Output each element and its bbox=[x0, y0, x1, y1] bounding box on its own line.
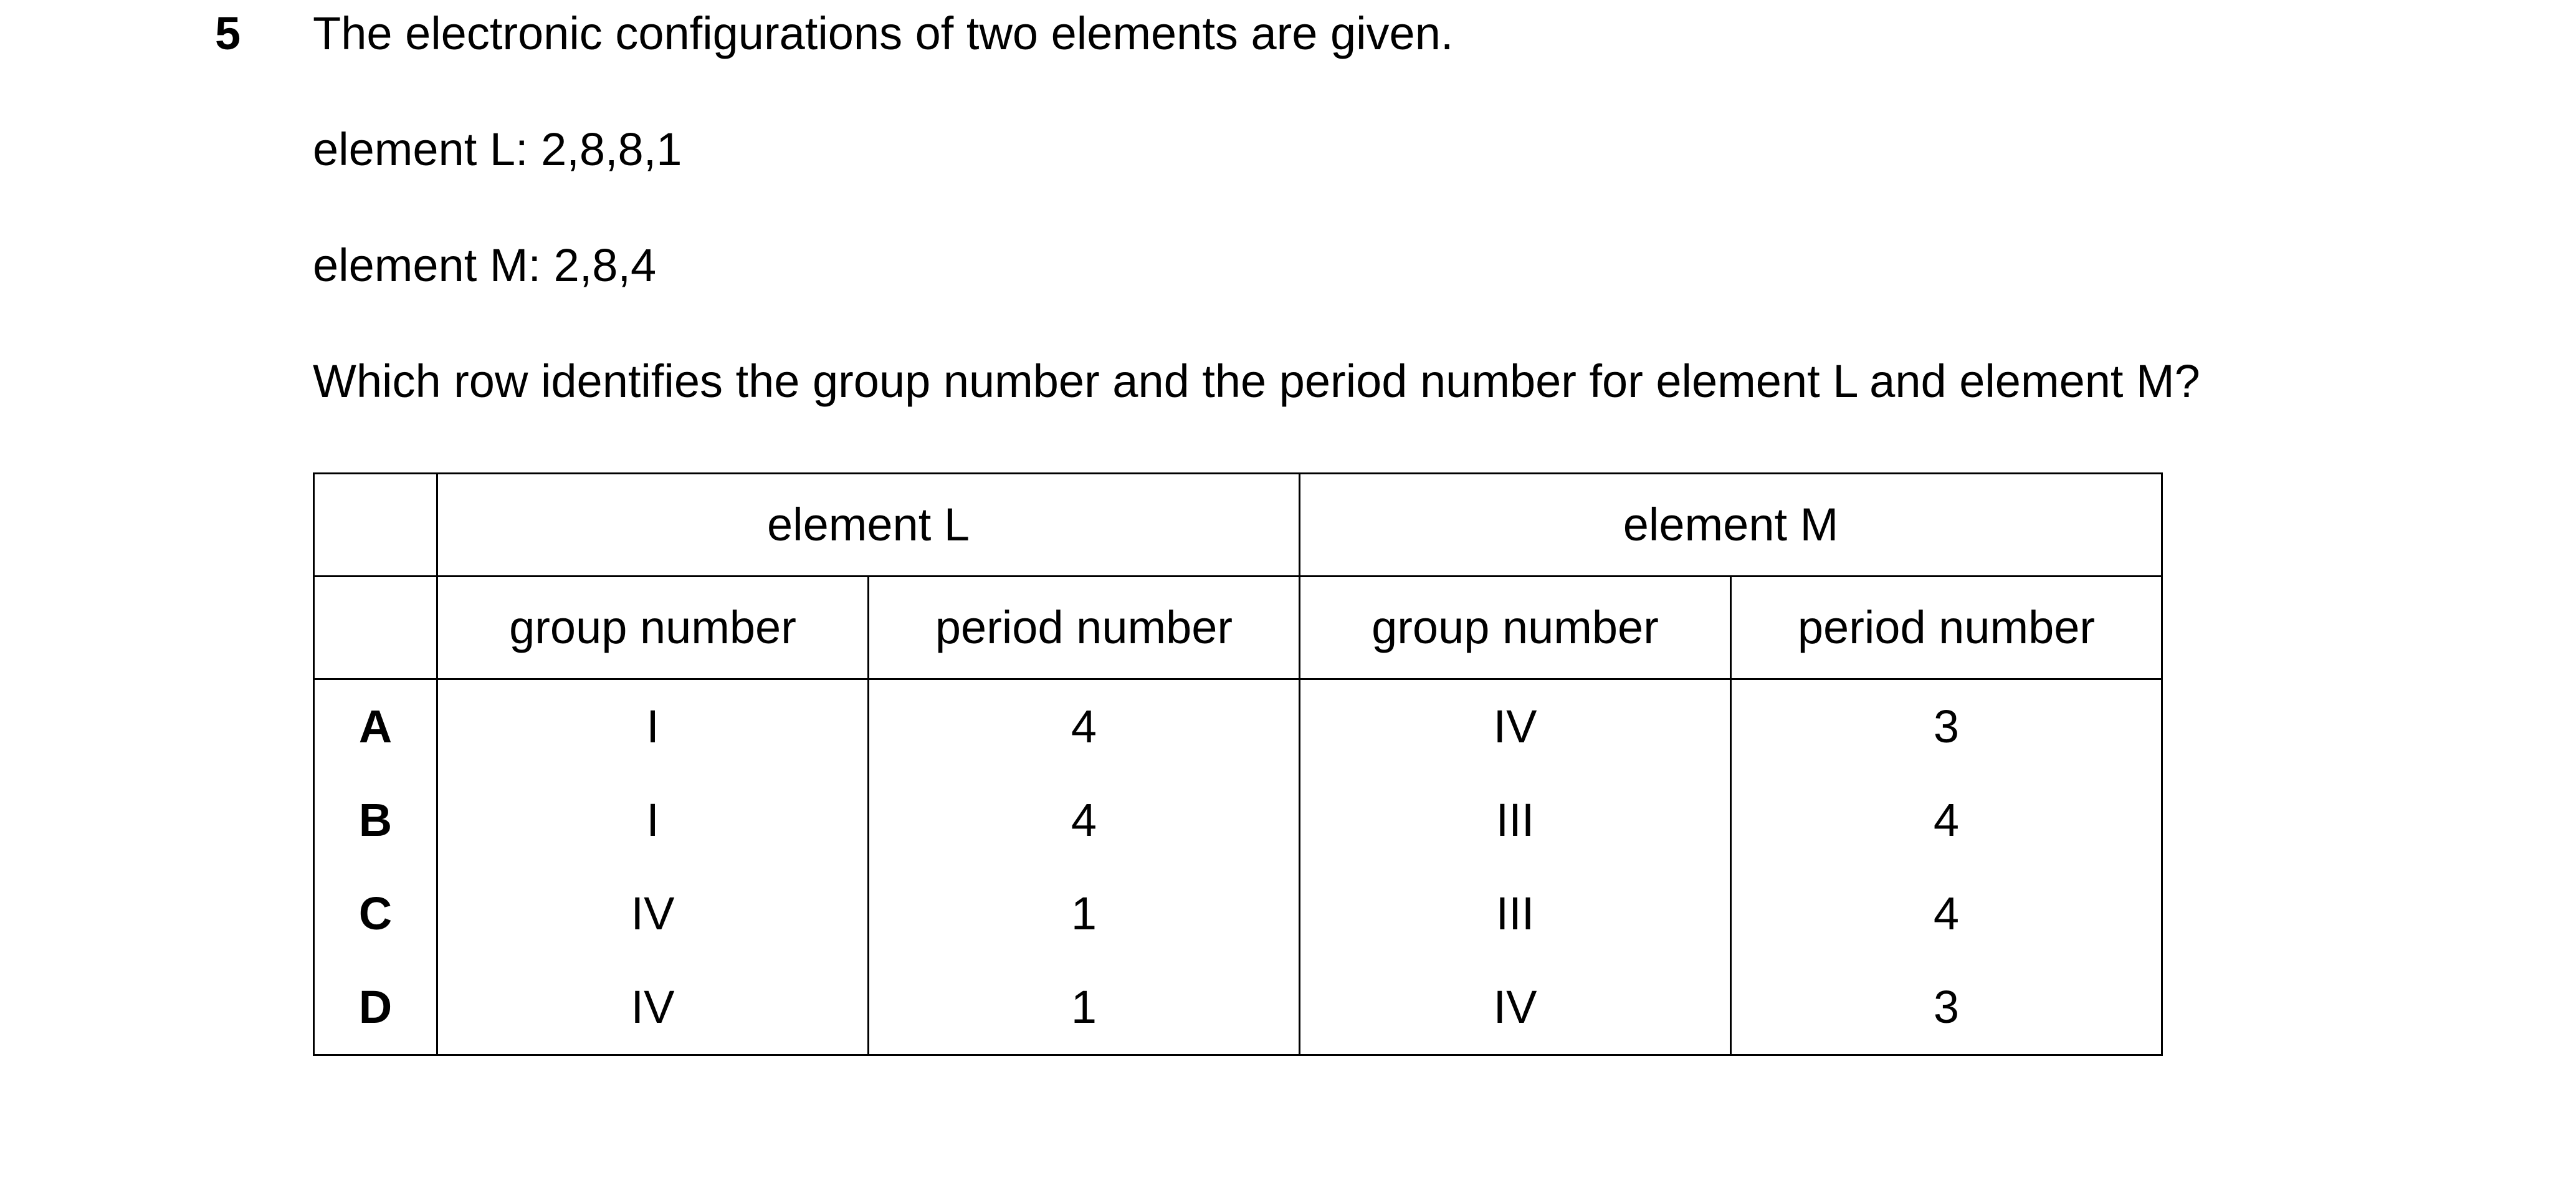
header-element-l: element L bbox=[437, 474, 1300, 577]
cell-l-period: 1 bbox=[869, 960, 1300, 1055]
cell-m-group: III bbox=[1300, 867, 1731, 960]
cell-m-period: 3 bbox=[1731, 960, 2162, 1055]
option-row-d bbox=[314, 960, 2162, 1055]
cell-l-group: IV bbox=[437, 960, 869, 1055]
cell-l-period: 1 bbox=[869, 867, 1300, 960]
option-label: A bbox=[314, 679, 437, 774]
cell-m-period: 4 bbox=[1731, 774, 2162, 867]
element-m-configuration: element M: 2,8,4 bbox=[313, 239, 657, 291]
header-blank-cell bbox=[314, 474, 437, 577]
cell-l-group: I bbox=[437, 679, 869, 774]
element-l-configuration: element L: 2,8,8,1 bbox=[313, 123, 682, 175]
option-row-b bbox=[314, 774, 2162, 867]
table-header-quantities bbox=[314, 577, 2162, 679]
cell-m-group: IV bbox=[1300, 679, 1731, 774]
header-element-m: element M bbox=[1300, 474, 2162, 577]
cell-m-group: III bbox=[1300, 774, 1731, 867]
option-label: B bbox=[314, 774, 437, 867]
cell-l-group: IV bbox=[437, 867, 869, 960]
header-l-period-number: period number bbox=[869, 577, 1300, 679]
header-m-period-number: period number bbox=[1731, 577, 2162, 679]
option-label: D bbox=[314, 960, 437, 1055]
option-label: C bbox=[314, 867, 437, 960]
question-intro: The electronic configurations of two elements are given. bbox=[313, 7, 1454, 59]
option-row-a bbox=[314, 679, 2162, 774]
cell-l-period: 4 bbox=[869, 774, 1300, 867]
cell-m-period: 3 bbox=[1731, 679, 2162, 774]
subheader-blank-cell bbox=[314, 577, 437, 679]
cell-l-period: 4 bbox=[869, 679, 1300, 774]
option-row-c bbox=[314, 867, 2162, 960]
answer-options-table bbox=[313, 472, 2163, 1056]
question-prompt: Which row identifies the group number and the period number for element L and element M? bbox=[313, 355, 2200, 407]
cell-m-period: 4 bbox=[1731, 867, 2162, 960]
table-header-elements bbox=[314, 474, 2162, 577]
header-l-group-number: group number bbox=[437, 577, 869, 679]
cell-l-group: I bbox=[437, 774, 869, 867]
cell-m-group: IV bbox=[1300, 960, 1731, 1055]
question-number: 5 bbox=[215, 7, 241, 59]
header-m-group-number: group number bbox=[1300, 577, 1731, 679]
